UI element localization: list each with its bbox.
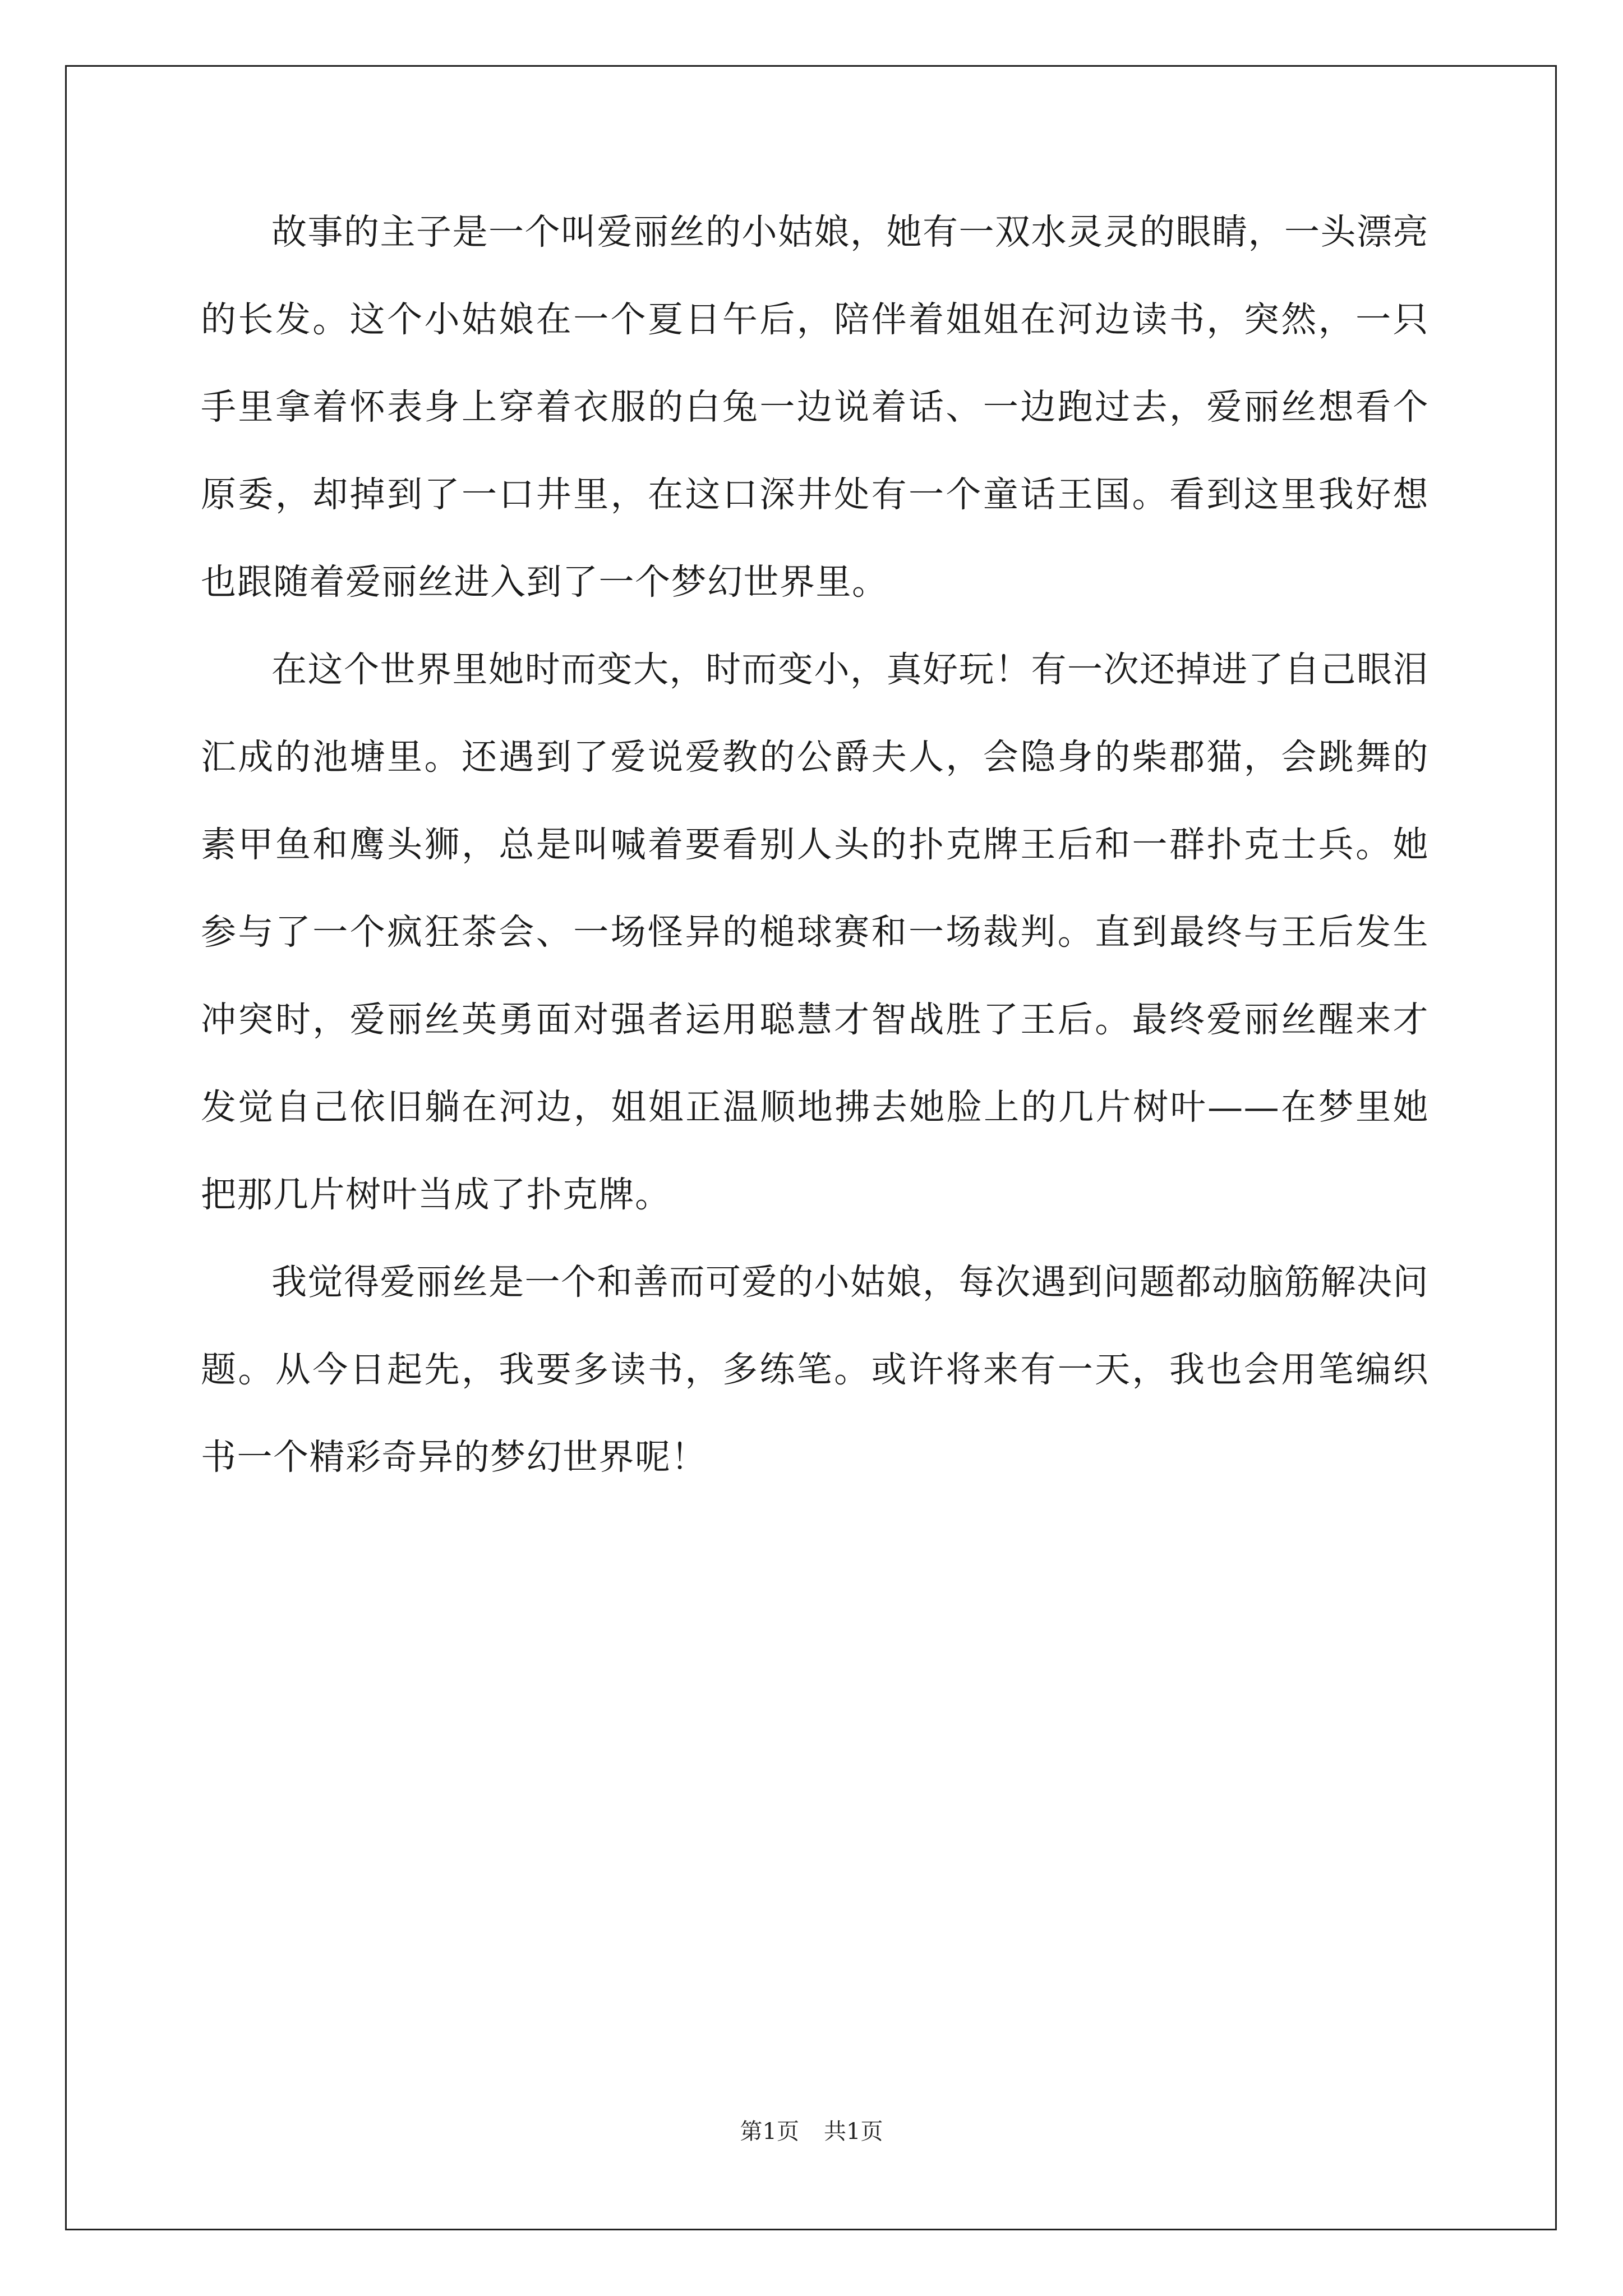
page-number-total: 共1页 [824, 2119, 883, 2145]
paragraph-3: 我觉得爱丽丝是一个和善而可爱的小姑娘，每次遇到问题都动脑筋解决问题。从今日起先，我要多读书，多练笔。或许将来有一天，我也会用笔编织书一个精彩奇异的梦幻世界呢！ [201, 1262, 1429, 1478]
page-number-current: 第1页 [740, 2119, 799, 2145]
document-body [201, 188, 1429, 1501]
paragraph-1: 故事的主子是一个叫爱丽丝的小姑娘，她有一双水灵灵的眼睛，一头漂亮的长发。这个小姑娘在一个夏日午后，陪伴着姐姐在河边读书，突然，一只手里拿着怀表身上穿着衣服的白兔一边说着话、一边跑过去，爱丽丝想看个原委，却掉到了一口井里，在这口深井处有一个童话王国。看到这里我好想也跟随着爱丽丝进入到了一个梦幻世界里。 [201, 211, 1429, 602]
paragraph-2: 在这个世界里她时而变大，时而变小，真好玩！有一次还掉进了自己眼泪汇成的池塘里。还遇到了爱说爱教的公爵夫人，会隐身的柴郡猫，会跳舞的素甲鱼和鹰头狮，总是叫喊着要看别人头的扑克牌王后和一群扑克士兵。她参与了一个疯狂茶会、一场怪异的槌球赛和一场裁判。直到最终与王后发生冲突时，爱丽丝英勇面对强者运用聪慧才智战胜了王后。最终爱丽丝醒来才发觉自己依旧躺在河边，姐姐正温顺地拂去她脸上的几片树叶——在梦里她把那几片树叶当成了扑克牌。 [201, 649, 1429, 1215]
page-footer [0, 2115, 1623, 2148]
